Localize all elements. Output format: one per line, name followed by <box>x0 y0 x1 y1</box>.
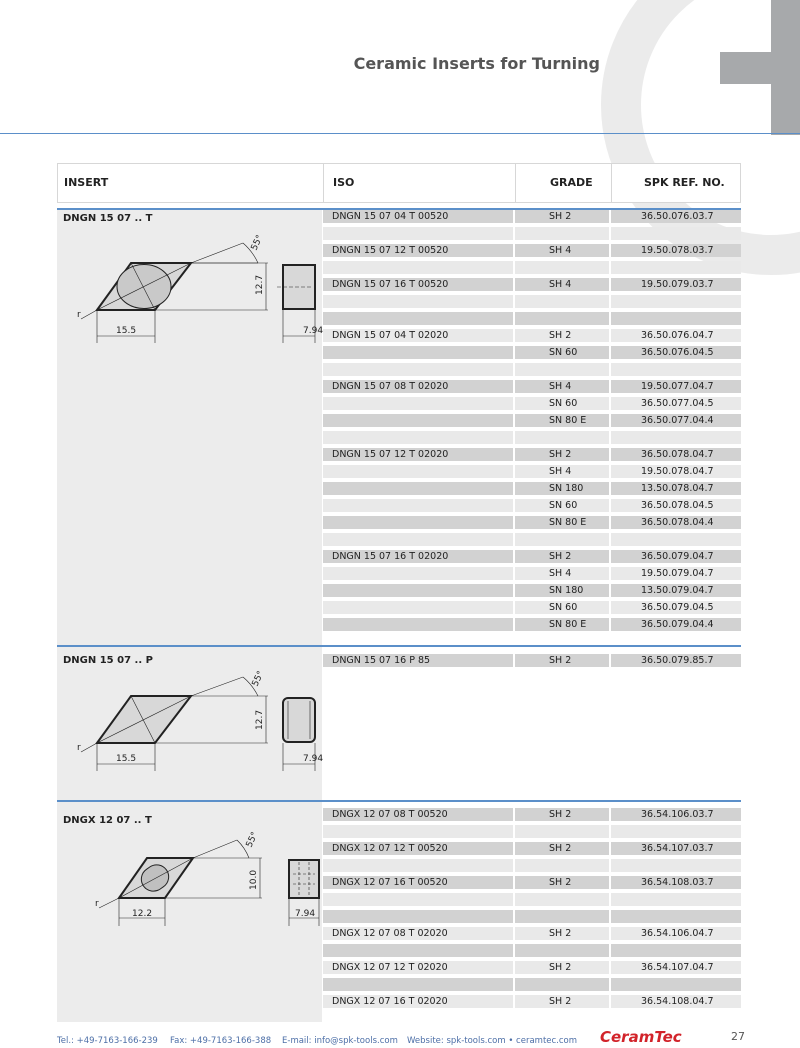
grade-cell: SH 4 <box>515 278 609 291</box>
page-number: 27 <box>731 1030 745 1043</box>
ref-no-cell: 36.50.078.04.4 <box>611 516 741 529</box>
grade-cell: SN 80 E <box>515 414 609 427</box>
grade-cell <box>515 227 609 240</box>
grade-cell <box>515 261 609 274</box>
iso-cell <box>323 295 513 308</box>
ref-no-cell <box>611 859 741 872</box>
length-label: 15.5 <box>116 754 137 764</box>
iso-cell <box>323 499 513 512</box>
table-row <box>323 278 741 291</box>
grade-cell: SN 60 <box>515 346 609 359</box>
ref-no-cell <box>611 431 741 444</box>
ref-no-cell: 36.50.079.04.5 <box>611 601 741 614</box>
grade-cell <box>515 533 609 546</box>
grade-cell <box>515 978 609 991</box>
iso-cell <box>323 465 513 478</box>
table-row <box>323 346 741 359</box>
iso-cell <box>323 227 513 240</box>
ref-no-cell <box>611 978 741 991</box>
col-divider <box>323 164 324 202</box>
iso-cell: DNGX 12 07 08 T 02020 <box>323 927 513 940</box>
ref-no-cell: 36.54.107.03.7 <box>611 842 741 855</box>
radius-label: r <box>95 899 99 909</box>
iso-cell <box>323 567 513 580</box>
footer-website[interactable]: Website: spk-tools.com • ceramtec.com <box>407 1036 578 1046</box>
ref-no-cell <box>611 312 741 325</box>
grade-cell <box>515 893 609 906</box>
ceramtec-logo: CeramTec <box>600 1028 682 1046</box>
col-divider <box>515 164 516 202</box>
insert-name: DNGN 15 07 .. T <box>63 213 153 224</box>
ref-no-cell: 36.50.078.04.5 <box>611 499 741 512</box>
grade-cell: SN 180 <box>515 584 609 597</box>
angle-label: 55° <box>244 830 261 850</box>
insert-section-dngn-t <box>57 208 741 645</box>
col-divider <box>611 164 612 202</box>
table-row <box>323 654 741 667</box>
logo-bar-graphic <box>720 52 800 84</box>
ref-no-cell <box>611 910 741 923</box>
iso-cell <box>323 397 513 410</box>
table-row <box>323 825 741 838</box>
iso-cell: DNGN 15 07 12 T 00520 <box>323 244 513 257</box>
table-row <box>323 961 741 974</box>
grade-cell <box>515 295 609 308</box>
insert-drawing <box>73 669 324 787</box>
grade-cell: SN 60 <box>515 397 609 410</box>
grade-cell <box>515 859 609 872</box>
table-row <box>323 927 741 940</box>
grade-cell: SH 2 <box>515 448 609 461</box>
ref-no-cell <box>611 825 741 838</box>
grade-cell: SH 4 <box>515 244 609 257</box>
radius-label: r <box>77 310 81 320</box>
ref-no-cell: 36.54.107.04.7 <box>611 961 741 974</box>
table-row <box>323 227 741 240</box>
grade-cell: SH 2 <box>515 329 609 342</box>
ref-no-cell: 36.50.077.04.4 <box>611 414 741 427</box>
table-row <box>323 944 741 957</box>
iso-cell <box>323 893 513 906</box>
iso-cell: DNGN 15 07 16 T 02020 <box>323 550 513 563</box>
ref-no-cell: 36.50.076.03.7 <box>611 210 741 223</box>
grade-cell: SH 2 <box>515 995 609 1008</box>
iso-cell <box>323 414 513 427</box>
grade-cell: SN 60 <box>515 499 609 512</box>
ref-no-cell: 36.50.076.04.7 <box>611 329 741 342</box>
insert-panel <box>57 802 322 1022</box>
iso-cell: DNGN 15 07 16 P 85 <box>323 654 513 667</box>
insert-section-dngn-p <box>57 645 741 800</box>
table-row <box>323 618 741 631</box>
ref-no-cell: 36.50.079.04.4 <box>611 618 741 631</box>
grade-cell: SH 4 <box>515 380 609 393</box>
insert-panel <box>57 210 322 645</box>
insert-panel <box>57 647 322 800</box>
grade-cell: SH 4 <box>515 465 609 478</box>
height-label: 10.0 <box>249 869 259 890</box>
col-insert-header: INSERT <box>64 176 109 189</box>
grade-cell <box>515 944 609 957</box>
ref-no-cell: 36.50.077.04.5 <box>611 397 741 410</box>
ref-no-cell: 36.50.076.04.5 <box>611 346 741 359</box>
iso-cell <box>323 859 513 872</box>
iso-cell <box>323 312 513 325</box>
table-row <box>323 533 741 546</box>
table-row <box>323 210 741 223</box>
table-row <box>323 859 741 872</box>
col-grade-header: GRADE <box>550 176 593 189</box>
iso-cell <box>323 516 513 529</box>
iso-cell: DNGX 12 07 08 T 00520 <box>323 808 513 821</box>
ref-no-cell: 36.54.106.03.7 <box>611 808 741 821</box>
footer-email[interactable]: E-mail: info@spk-tools.com <box>282 1036 398 1046</box>
table-row <box>323 842 741 855</box>
table-row <box>323 312 741 325</box>
thickness-label: 7.94 <box>303 326 324 336</box>
table-row <box>323 448 741 461</box>
grade-cell <box>515 431 609 444</box>
table-row <box>323 482 741 495</box>
col-ref-header: SPK REF. NO. <box>644 176 725 189</box>
table-row <box>323 995 741 1008</box>
grade-cell: SH 2 <box>515 654 609 667</box>
insert-drawing <box>73 233 324 345</box>
ref-no-cell <box>611 261 741 274</box>
height-label: 12.7 <box>255 709 265 730</box>
ref-no-cell: 19.50.078.03.7 <box>611 244 741 257</box>
table-row <box>323 261 741 274</box>
footer-tel: Tel.: +49-7163-166-239 <box>57 1036 158 1046</box>
length-label: 12.2 <box>132 909 153 919</box>
footer-fax: Fax: +49-7163-166-388 <box>170 1036 272 1046</box>
ref-no-cell: 36.54.106.04.7 <box>611 927 741 940</box>
height-label: 12.7 <box>255 274 265 295</box>
ref-no-cell <box>611 893 741 906</box>
page-title: Ceramic Inserts for Turning <box>353 54 600 73</box>
ref-no-cell <box>611 295 741 308</box>
table-row <box>323 295 741 308</box>
grade-cell <box>515 910 609 923</box>
table-row <box>323 499 741 512</box>
ref-no-cell: 13.50.078.04.7 <box>611 482 741 495</box>
ref-no-cell: 36.50.078.04.7 <box>611 448 741 461</box>
iso-cell <box>323 261 513 274</box>
ref-no-cell <box>611 227 741 240</box>
iso-cell <box>323 618 513 631</box>
iso-cell: DNGN 15 07 16 T 00520 <box>323 278 513 291</box>
grade-cell: SH 2 <box>515 550 609 563</box>
grade-cell: SN 60 <box>515 601 609 614</box>
iso-cell: DNGN 15 07 04 T 02020 <box>323 329 513 342</box>
grade-cell: SH 2 <box>515 842 609 855</box>
grade-cell: SH 4 <box>515 567 609 580</box>
table-row <box>323 584 741 597</box>
iso-cell <box>323 825 513 838</box>
ref-no-cell: 19.50.077.04.7 <box>611 380 741 393</box>
grade-cell: SH 2 <box>515 961 609 974</box>
iso-cell <box>323 346 513 359</box>
iso-cell <box>323 482 513 495</box>
table-row <box>323 516 741 529</box>
insert-drawing <box>77 830 317 946</box>
table-row <box>323 893 741 906</box>
iso-cell: DNGX 12 07 16 T 02020 <box>323 995 513 1008</box>
table-row <box>323 978 741 991</box>
angle-label: 55° <box>250 669 267 689</box>
grade-cell: SH 2 <box>515 876 609 889</box>
header-rule <box>0 133 800 134</box>
iso-cell: DNGN 15 07 12 T 02020 <box>323 448 513 461</box>
iso-cell <box>323 533 513 546</box>
table-row <box>323 465 741 478</box>
iso-cell <box>323 910 513 923</box>
table-row <box>323 329 741 342</box>
iso-cell: DNGN 15 07 08 T 02020 <box>323 380 513 393</box>
table-row <box>323 910 741 923</box>
ref-no-cell: 19.50.078.04.7 <box>611 465 741 478</box>
iso-cell <box>323 944 513 957</box>
angle-label: 55° <box>249 233 266 253</box>
iso-cell <box>323 978 513 991</box>
table-row <box>323 431 741 444</box>
ref-no-cell: 36.50.079.04.7 <box>611 550 741 563</box>
grade-cell: SN 80 E <box>515 618 609 631</box>
table-row <box>323 380 741 393</box>
ref-no-cell <box>611 944 741 957</box>
ref-no-cell: 19.50.079.03.7 <box>611 278 741 291</box>
thickness-label: 7.94 <box>303 754 324 764</box>
grade-cell: SH 2 <box>515 210 609 223</box>
iso-cell <box>323 584 513 597</box>
grade-cell <box>515 363 609 376</box>
ref-no-cell <box>611 533 741 546</box>
table-row <box>323 808 741 821</box>
thickness-label: 7.94 <box>295 909 316 919</box>
insert-name: DNGN 15 07 .. P <box>63 655 153 666</box>
grade-cell <box>515 825 609 838</box>
ref-no-cell: 36.50.079.85.7 <box>611 654 741 667</box>
iso-cell: DNGN 15 07 04 T 00520 <box>323 210 513 223</box>
table-row <box>323 550 741 563</box>
iso-cell: DNGX 12 07 12 T 00520 <box>323 842 513 855</box>
iso-cell <box>323 601 513 614</box>
iso-cell: DNGX 12 07 16 T 00520 <box>323 876 513 889</box>
ref-no-cell: 36.54.108.04.7 <box>611 995 741 1008</box>
table-row <box>323 601 741 614</box>
table-row <box>323 363 741 376</box>
table-header <box>57 163 741 203</box>
grade-cell: SH 2 <box>515 808 609 821</box>
grade-cell: SH 2 <box>515 927 609 940</box>
grade-cell: SN 180 <box>515 482 609 495</box>
grade-cell: SN 80 E <box>515 516 609 529</box>
iso-cell: DNGX 12 07 12 T 02020 <box>323 961 513 974</box>
iso-cell <box>323 431 513 444</box>
iso-cell <box>323 363 513 376</box>
ref-no-cell: 13.50.079.04.7 <box>611 584 741 597</box>
insert-name: DNGX 12 07 .. T <box>63 815 152 826</box>
table-row <box>323 876 741 889</box>
insert-section-dngx-t <box>57 800 741 1022</box>
length-label: 15.5 <box>116 326 137 336</box>
table-row <box>323 244 741 257</box>
grade-cell <box>515 312 609 325</box>
col-iso-header: ISO <box>333 176 355 189</box>
ref-no-cell: 36.54.108.03.7 <box>611 876 741 889</box>
table-row <box>323 414 741 427</box>
table-row <box>323 397 741 410</box>
ref-no-cell: 19.50.079.04.7 <box>611 567 741 580</box>
radius-label: r <box>77 743 81 753</box>
table-row <box>323 567 741 580</box>
ref-no-cell <box>611 363 741 376</box>
